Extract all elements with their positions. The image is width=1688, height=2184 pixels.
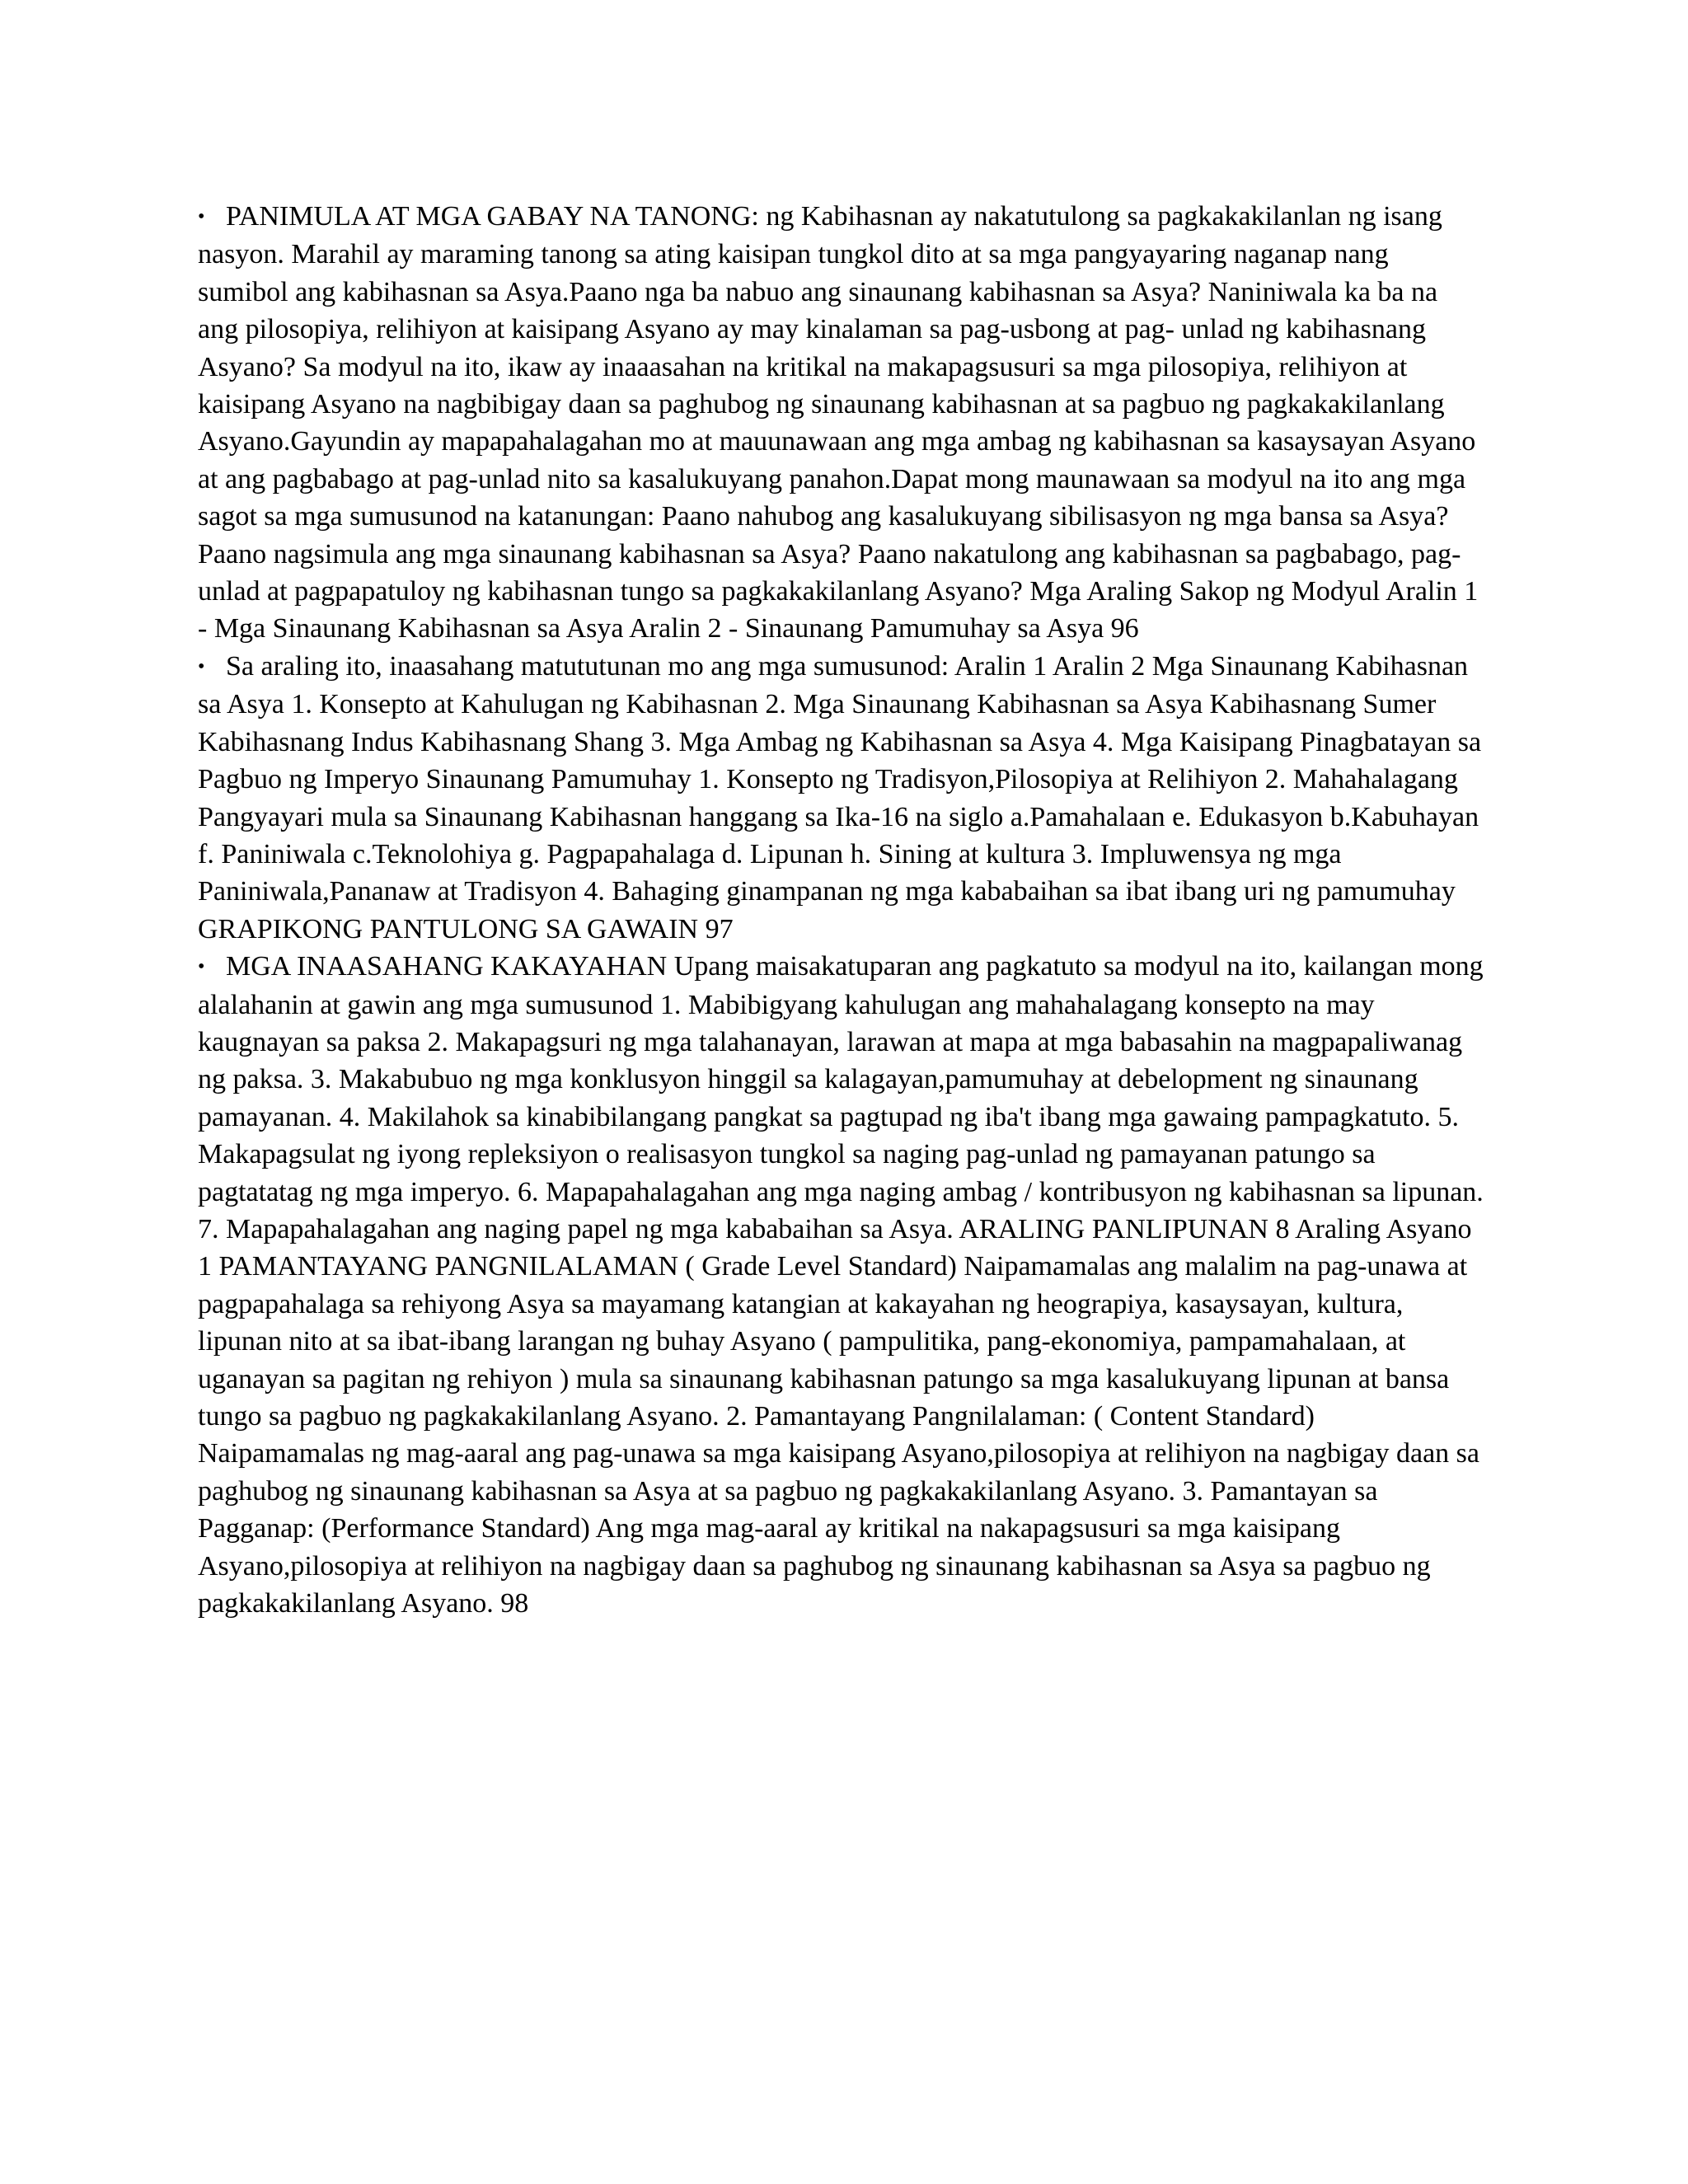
document-page xyxy=(198,198,1484,1622)
paragraph-inaasahang-kakayahan xyxy=(198,948,1484,1622)
paragraph-text: MGA INAASAHANG KAKAYAHAN Upang maisakatuparan ang pagkatuto sa modyul na ito, kailangan mong alalahanin at gawin ang mga sumusunod 1. Mabibigyang kahulugan ang mahahalagang konsepto na may kaugnayan sa paksa 2. Makapagsuri ng mga talahanayan, larawan at mapa at mga babasahin na magpapaliwanag ng paksa. 3. Makabubuo ng mga konklusyon hinggil sa kalagayan,pamumuhay at debelopment ng sinaunang pamayanan. 4. Makilahok sa kinabibilangang pangkat sa pagtupad ng iba't ibang mga gawaing pampagkatuto. 5. Makapagsulat ng iyong repleksiyon o realisasyon tungkol sa naging pag-unlad ng pamayanan patungo sa pagtatatag ng mga imperyo. 6. Mapapahalagahan ang mga naging ambag / kontribusyon ng kabihasnan sa lipunan. 7. Mapapahalagahan ang naging papel ng mga kababaihan sa Asya. ARALING PANLIPUNAN 8 Araling Asyano 1 PAMANTAYANG PANGNILALAMAN ( Grade Level Standard) Naipamamalas ang malalim na pag-unawa at pagpapahalaga sa rehiyong Asya sa mayamang katangian at kakayahan ng heograpiya, kasaysayan, kultura, lipunan nito at sa ibat-ibang larangan ng buhay Asyano ( pampulitika, pang-ekonomiya, pampamahalaan, at uganayan sa pagitan ng rehiyon ) mula sa sinaunang kabihasnan patungo sa mga kasalukuyang lipunan at bansa tungo sa pagbuo ng pagkakakilanlang Asyano. 2. Pamantayang Pangnilalaman: ( Content Standard) Naipamamalas ng mag-aaral ang pag-unawa sa mga kaisipang Asyano,pilosopiya at relihiyon na nagbigay daan sa paghubog ng sinaunang kabihasnan sa Asya at sa pagbuo ng pagkakakilanlang Asyano. 3. Pamantayan sa Pagganap: (Performance Standard) Ang mga mag-aaral ay kritikal na nakapagsusuri sa mga kaisipang Asyano,pilosopiya at relihiyon na nagbigay daan sa paghubog ng sinaunang kabihasnan sa Asya sa pagbuo ng pagkakakilanlang Asyano. 98 xyxy=(198,951,1484,1619)
bullet-icon: • xyxy=(198,956,205,978)
bullet-icon: • xyxy=(198,206,205,227)
paragraph-panimula xyxy=(198,198,1484,648)
bullet-icon: • xyxy=(198,655,205,677)
paragraph-araling-ito xyxy=(198,648,1484,948)
paragraph-text: Sa araling ito, inaasahang matututunan mo ang mga sumusunod: Aralin 1 Aralin 2 Mga Sinaunang Kabihasnan sa Asya 1. Konsepto at Kahulugan ng Kabihasnan 2. Mga Sinaunang Kabihasnan sa Asya Kabihasnang Sumer Kabihasnang Indus Kabihasnang Shang 3. Mga Ambag ng Kabihasnan sa Asya 4. Mga Kaisipang Pinagbatayan sa Pagbuo ng Imperyo Sinaunang Pamumuhay 1. Konsepto ng Tradisyon,Pilosopiya at Relihiyon 2. Mahahalagang Pangyayari mula sa Sinaunang Kabihasnan hanggang sa Ika-16 na siglo a.Pamahalaan e. Edukasyon b.Kabuhayan f. Paniniwala c.Teknolohiya g. Pagpapahalaga d. Lipunan h. Sining at kultura 3. Impluwensya ng mga Paniniwala,Pananaw at Tradisyon 4. Bahaging ginampanan ng mga kababaihan sa ibat ibang uri ng pamumuhay GRAPIKONG PANTULONG SA GAWAIN 97 xyxy=(198,650,1482,944)
paragraph-text: PANIMULA AT MGA GABAY NA TANONG: ng Kabihasnan ay nakatutulong sa pagkakakilanlan ng isang nasyon. Marahil ay maraming tanong sa ating kaisipan tungkol dito at sa mga pangyayaring naganap nang sumibol ang kabihasnan sa Asya.Paano nga ba nabuo ang sinaunang kabihasnan sa Asya? Naniniwala ka ba na ang pilosopiya, relihiyon at kaisipang Asyano ay may kinalaman sa pag-usbong at pag- unlad ng kabihasnang Asyano? Sa modyul na ito, ikaw ay inaaasahan na kritikal na makapagsusuri sa mga pilosopiya, relihiyon at kaisipang Asyano na nagbibigay daan sa paghubog ng sinaunang kabihasnan at sa pagbuo ng pagkakakilanlang Asyano.Gayundin ay mapapahalagahan mo at mauunawaan ang mga ambag ng kabihasnan sa kasaysayan Asyano at ang pagbabago at pag-unlad nito sa kasalukuyang panahon.Dapat mong maunawaan sa modyul na ito ang mga sagot sa mga sumusunod na katanungan: Paano nahubog ang kasalukuyang sibilisasyon ng mga bansa sa Asya? Paano nagsimula ang mga sinaunang kabihasnan sa Asya? Paano nakatulong ang kabihasnan sa pagbabago, pag-unlad at pagpapatuloy ng kabihasnan tungo sa pagkakakilanlang Asyano? Mga Araling Sakop ng Modyul Aralin 1 - Mga Sinaunang Kabihasnan sa Asya Aralin 2 - Sinaunang Pamumuhay sa Asya 96 xyxy=(198,201,1479,644)
